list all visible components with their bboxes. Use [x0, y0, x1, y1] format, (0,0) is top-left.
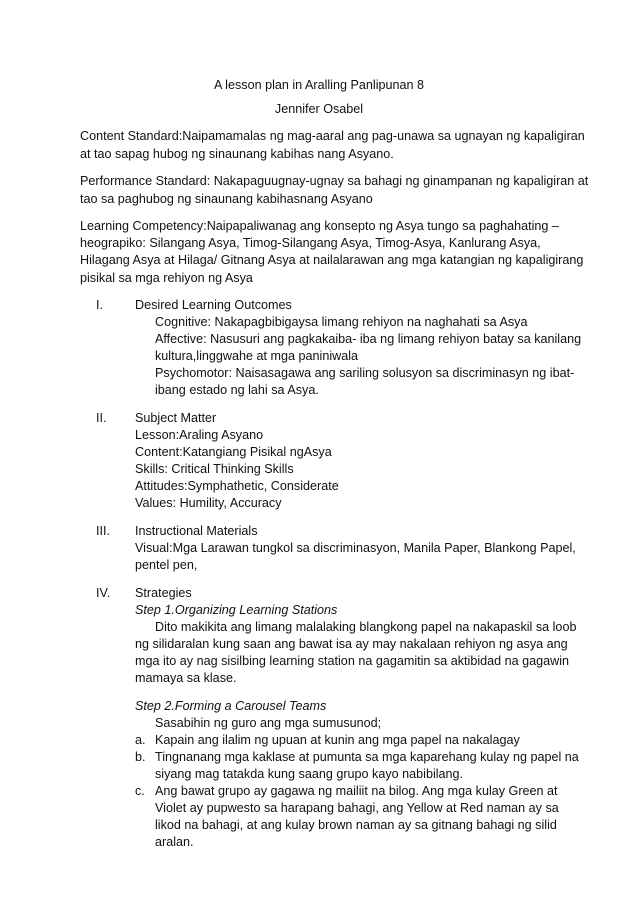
section-heading-outcomes: Desired Learning Outcomes: [135, 298, 292, 312]
step1-line: Dito makikita ang limang malalaking blangkong papel na nakapaskil sa loob: [155, 620, 577, 634]
section-numeral: IV.: [96, 586, 111, 600]
author-name: Jennifer Osabel: [274, 102, 364, 116]
list-item-letter: a.: [135, 733, 146, 747]
learning-competency-line: Hilagang Asya at Hilaga/ Gitnang Asya at nailalarawan ang mga katangian ng kapaligirang: [80, 253, 584, 267]
list-item-line: Tingnanang mga kaklase at pumunta sa mga kaparehang kulay ng papel na: [155, 750, 579, 764]
outcome-line: Cognitive: Nakapagbibigaysa limang rehiyon na naghahati sa Asya: [155, 315, 528, 329]
subject-matter-line: Values: Humility, Accuracy: [135, 496, 282, 510]
outcome-line: kultura,linggwahe at mga paniniwala: [155, 349, 359, 363]
document-title: A lesson plan in Aralling Panlipunan 8: [213, 78, 425, 92]
section-numeral: I.: [96, 298, 103, 312]
list-item-line: Violet ay pupwesto sa harapang bahagi, ang Yellow at Red naman ay sa: [155, 801, 559, 815]
section-heading-materials: Instructional Materials: [135, 524, 258, 538]
section-numeral: III.: [96, 524, 110, 538]
performance-standard-line: tao sa paghubog ng sinaunang kabihasnang Asyano: [80, 192, 373, 206]
content-standard-line: at tao sapag hubog ng sinaunang kabihas nang Asyano.: [80, 147, 394, 161]
section-heading-strategies: Strategies: [135, 586, 192, 600]
step2-intro: Sasabihin ng guro ang mga sumusunod;: [155, 716, 382, 730]
step1-title: Step 1.Organizing Learning Stations: [135, 603, 338, 617]
learning-competency-line: Learning Competency:Naipapaliwanag ang konsepto ng Asya tungo sa paghahating –: [80, 219, 559, 233]
performance-standard-line: Performance Standard: Nakapaguugnay-ugnay sa bahagi ng ginampanan ng kapaligiran at: [80, 174, 589, 188]
materials-line: Visual:Mga Larawan tungkol sa discriminasyon, Manila Paper, Blankong Papel,: [135, 541, 576, 555]
list-item-letter: b.: [135, 750, 146, 764]
list-item-line: Kapain ang ilalim ng upuan at kunin ang mga papel na nakalagay: [155, 733, 520, 747]
list-item-letter: c.: [135, 784, 145, 798]
step1-line: mamaya sa klase.: [135, 671, 237, 685]
list-item-line: likod na bahagi, at ang kulay brown naman ay sa gitnang bahagi ng silid: [155, 818, 557, 832]
learning-competency-line: heograpiko: Silangang Asya, Timog-Silangang Asya, Timog-Asya, Kanlurang Asya,: [80, 236, 541, 250]
step2-title: Step 2.Forming a Carousel Teams: [135, 699, 327, 713]
list-item-line: Ang bawat grupo ay gagawa ng mailiit na bilog. Ang mga kulay Green at: [155, 784, 558, 798]
materials-line: pentel pen,: [135, 558, 198, 572]
outcome-line: Affective: Nasusuri ang pagkakaiba- iba ng limang rehiyon batay sa kanilang: [155, 332, 582, 346]
learning-competency-line: pisikal sa mga rehiyon ng Asya: [80, 271, 253, 285]
outcome-line: Psychomotor: Naisasagawa ang sariling solusyon sa discriminasyn ng ibat-: [155, 366, 575, 380]
outcome-line: ibang estado ng lahi sa Asya.: [155, 383, 319, 397]
subject-matter-line: Attitudes:Symphathetic, Considerate: [135, 479, 339, 493]
section-heading-subject-matter: Subject Matter: [135, 411, 217, 425]
list-item-line: siyang mag tatakda kung saang grupo kayo nabibilang.: [155, 767, 464, 781]
subject-matter-line: Lesson:Araling Asyano: [135, 428, 264, 442]
subject-matter-line: Content:Katangiang Pisikal ngAsya: [135, 445, 332, 459]
subject-matter-line: Skills: Critical Thinking Skills: [135, 462, 294, 476]
content-standard-line: Content Standard:Naipamamalas ng mag-aaral ang pag-unawa sa ugnayan ng kapaligiran: [80, 129, 585, 143]
step1-line: ng silidaralan kung saan ang bawat isa ay may nakalaan rehiyon ng asya ang: [135, 637, 568, 651]
step1-line: mga ito ay nag sisilbing learning station na gagamitin sa aktibidad na gagawin: [135, 654, 570, 668]
section-numeral: II.: [96, 411, 107, 425]
list-item-line: aralan.: [155, 835, 194, 849]
